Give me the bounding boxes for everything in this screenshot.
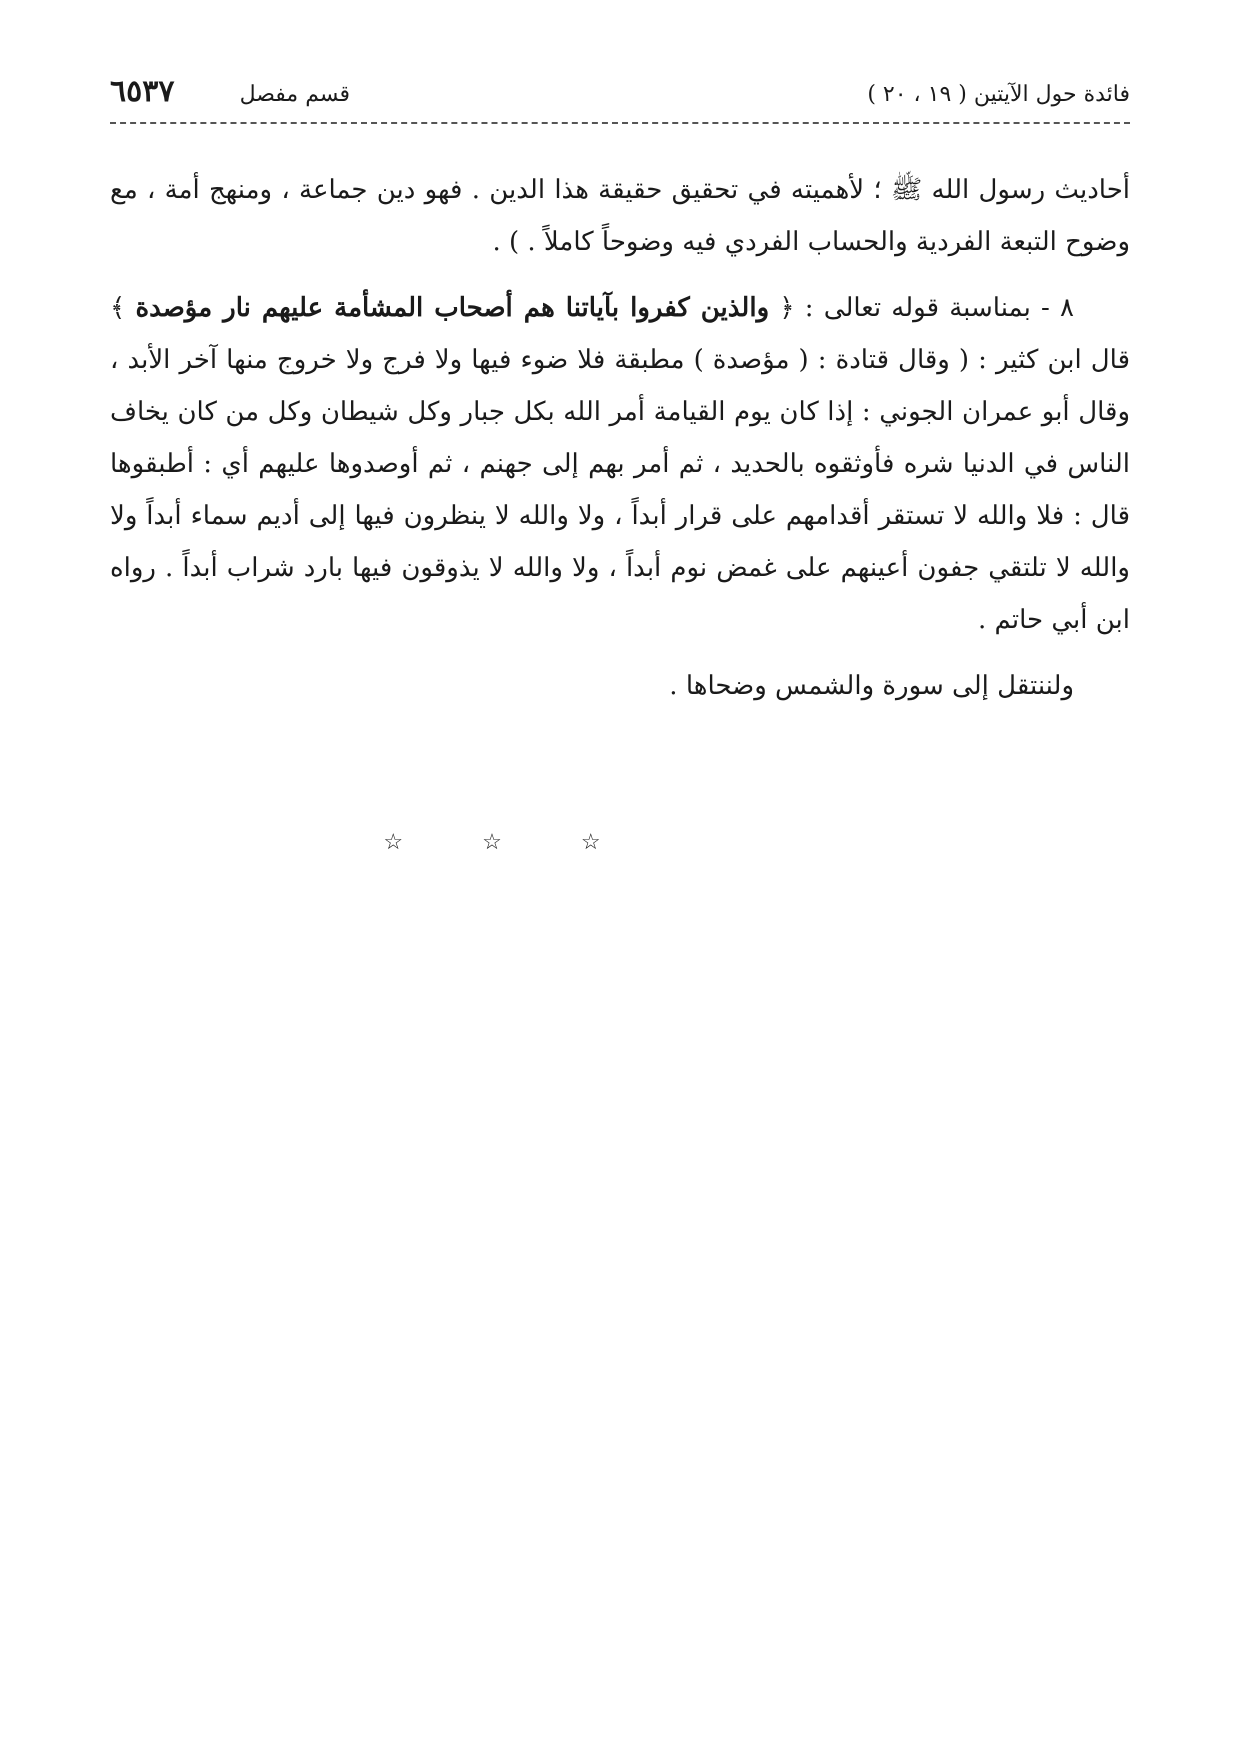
page-header [110,70,1130,124]
page-number: ٦٥٣٧ [110,74,175,109]
section-name: قسم مفصل [239,82,350,107]
paragraph-transition: ولننتقل إلى سورة والشمس وضحاها . [669,671,1074,701]
quran-verse: والذين كفروا بآياتنا هم أصحاب المشأمة عليهم نار مؤصدة [135,293,770,323]
note-lead: ٨ - بمناسبة قوله تعالى : ﴿ [779,293,1074,323]
section-separator-stars: ☆ ☆ ☆ [383,830,637,855]
body-text [110,164,1130,712]
book-page [110,70,1130,726]
paragraph-continuation: أحاديث رسول الله ﷺ ؛ لأهميته في تحقيق حقيقة هذا الدين . فهو دين جماعة ، ومنهج أمة ، مع وضوح التبعة الفردية والحساب الفردي فيه وضوحاً كاملاً . ) . [110,175,1130,257]
paragraph-note-8 [110,282,1130,646]
note-commentary: ﴾ قال ابن كثير : ( وقال قتادة : ( مؤصدة ) مطبقة فلا ضوء فيها ولا فرج ولا خروج منها آخر الأبد ، وقال أبو عمران الجوني : إذا كان يوم القيامة أمر الله بكل جبار وكل شيطان وكل من كان يخاف الناس في الدنيا شره فأوثقوه بالحديد ، ثم أمر بهم إلى جهنم ، ثم أوصدوها عليهم أي : أطبقوها قال : فلا والله لا تستقر أقدامهم على قرار أبداً ، ولا والله لا ينظرون فيها إلى أديم سماء أبداً ولا والله لا تلتقي جفون أعينهم على غمض نوم أبداً ، ولا والله لا يذوقون فيها بارد شراب أبداً . رواه ابن أبي حاتم . [110,293,1130,635]
running-title: فائدة حول الآيتين ( ١٩ ، ٢٠ ) [867,82,1130,107]
